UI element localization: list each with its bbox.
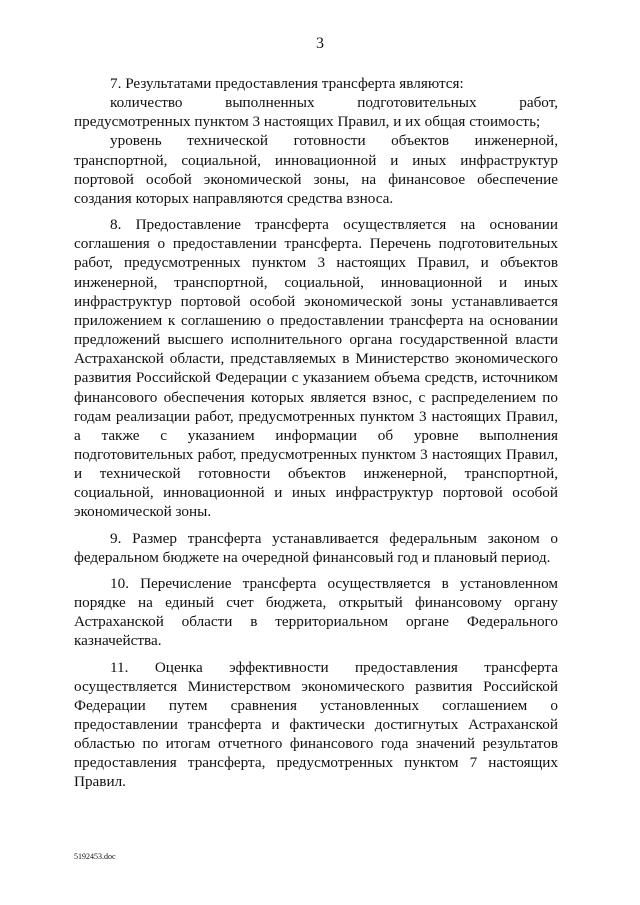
paragraph-8-agreement: 8. Предоставление трансферта осуществляется на основании соглашения о предоставлении трансферта. Перечень подготовительных работ, предусмотренных пунктом 3 настоящих Правил, и объектов инженерной, транспортной, социальной, инновационной и иных инфраструктур портовой особой экономической зоны устанавливается приложением к соглашению о предоставлении трансферта на основании предложений высшего исполнительного органа государственной власти Астраханской области, представляемых в Министерство экономического развития Российской Федерации с указанием объема средств, источником финансового обеспечения которых является взнос, с распределением по годам реализации работ, предусмотренных пунктом 3 настоящих Правил, а также с указанием информации об уровне выполнения подготовительных работ, предусмотренных пунктом 3 настоящих Правил, и технической готовности объектов инженерной, транспортной, социальной, инновационной и иных инфраструктур портовой особой экономической зоны. xyxy=(74,216,558,521)
paragraph-11-efficiency-assessment: 11. Оценка эффективности предоставления трансферта осуществляется Министерством экономического развития Российской Федерации путем сравнения установленных соглашением о предоставлении трансферта и фактически достигнутых Астраханской областью по итогам отчетного финансового года значений результатов предоставления трансферта, предусмотренных пунктом 7 настоящих Правил. xyxy=(74,658,558,791)
paragraph-7-results-works: количество выполненных подготовительных работ, предусмотренных пунктом 3 настоящих Правил, и их общая стоимость; xyxy=(74,94,558,131)
page-number: 3 xyxy=(316,35,324,52)
paragraph-7-results-intro: 7. Результатами предоставления трансферта являются: xyxy=(110,75,464,92)
paragraph-7-results-readiness: уровень технической готовности объектов инженерной, транспортной, социальной, инновационной и иных инфраструктур портовой особой экономической зоны, на финансовое обеспечение создания которых направляются средства взноса. xyxy=(74,132,558,207)
paragraph-10-transfer-payment: 10. Перечисление трансферта осуществляется в установленном порядке на единый счет бюджета, открытый финансовому органу Астраханской области в территориальном органе Федерального казначейства. xyxy=(74,574,558,650)
paragraph-9-transfer-amount: 9. Размер трансферта устанавливается федеральным законом о федеральном бюджете на очередной финансовый год и плановый период. xyxy=(74,529,558,566)
footer-filename: 5192453.doc xyxy=(74,852,116,861)
document-body xyxy=(74,74,558,792)
